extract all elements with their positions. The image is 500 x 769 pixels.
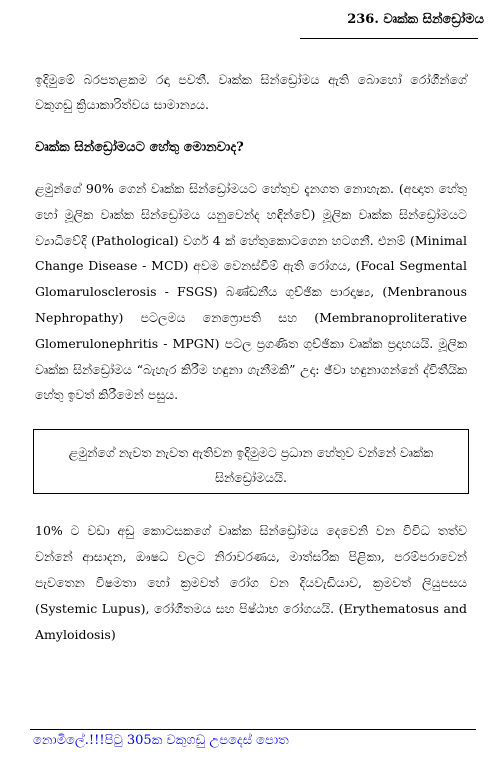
secondary-causes-paragraph: 10% ට වඩා අඩු කොටසකගේ වෘක්ක සින්ඩ්‍රෝමය දෙවෙනි වන විවිධ තත්ව වන්නේ ආසාදන, ඖෂධ වලට නිරාවරණය, මාත්සරික පිළිකා, පරම්පරාවෙන් පැවතෙන විෂමතා හෝ ක්‍රමවත් රෝග වන දියවැඩියාව, ක්‍රමවත් ලියුපසය (Systemic Lupus), රෝගීතමය සහ පිෂ්ඨාභ රෝගයයි. (Erythematosus and Amyloidosis) xyxy=(35,523,467,642)
running-header: 236. වෘක්ක සින්ඩ්‍රෝමය xyxy=(347,12,484,27)
section-heading: වෘක්ක සින්ඩ්‍රෝමයට හේතු මොනවාද? xyxy=(35,140,244,155)
causes-paragraph: ළමුන්ගේ 90% ගෙන් වෘක්ක සින්ඩ්‍රෝමයට හේතුව දැනගත නොහැක. (අඥාත හේතු හෝ මූලික වෘක්ක සින්ඩ්‍රෝමය යනුවෙන්ද හඳින්වේ) මූලික වෘක්ක සින්ඩ්‍රෝමයට ව්‍යාධිවේදි (Pathological) වර්ග 4 ක් හේතුකොටගෙන හටගනී. එනම් (Minimal Change Disease - MCD) අවම වෙනස්වීම් ඇති රෝගය, (Focal Segmental Glomarulosclerosis - FSGS) බණ්ඩනීය ගුච්ඡික පාරදෘෂ්‍ය, (Menbranous Nephropathy) පටලමය නෙෆ්‍රොපති සහ (Membranoproliterative Glomerulonephritis - MPGN) පටල ප්‍රගණිත ගුච්ඡිකා වෘක්ක ප්‍රදාහයයි. මූලික වෘක්ක සින්ඩ්‍රෝමය “බැහැර කිරීම හඳුනා ගැනීමකි” උදා: ඡ්වා හඳුනාගන්නේ ද්විතීයික හේතු ඉවත් කිරීමෙන් පසුය. xyxy=(35,181,467,403)
footer-link[interactable]: නොමිලේ.!!!පිටු 305ක වකුගඩු උපදෙස් පොත xyxy=(33,733,289,748)
intro-paragraph: ඉදිමුමේ බරපතළකම රඳා පවතී. වෘක්ක සින්ඩ්‍රෝමය ඇති බොහෝ රෝගීන්ගේ වකුගඩු ක්‍රියාකාරිත්වය සාමාන්‍යය. xyxy=(35,72,467,112)
callout-text: ළමුන්ගේ නැවත නැවත ඇතිවන ඉදිමුමට ප්‍රධාන හේතුව වන්නේ වෘක්ක සින්ඩ්‍රෝමයයි. xyxy=(68,445,434,485)
footer-rule xyxy=(30,729,476,730)
callout-box xyxy=(33,429,469,494)
header-rule xyxy=(300,38,478,39)
